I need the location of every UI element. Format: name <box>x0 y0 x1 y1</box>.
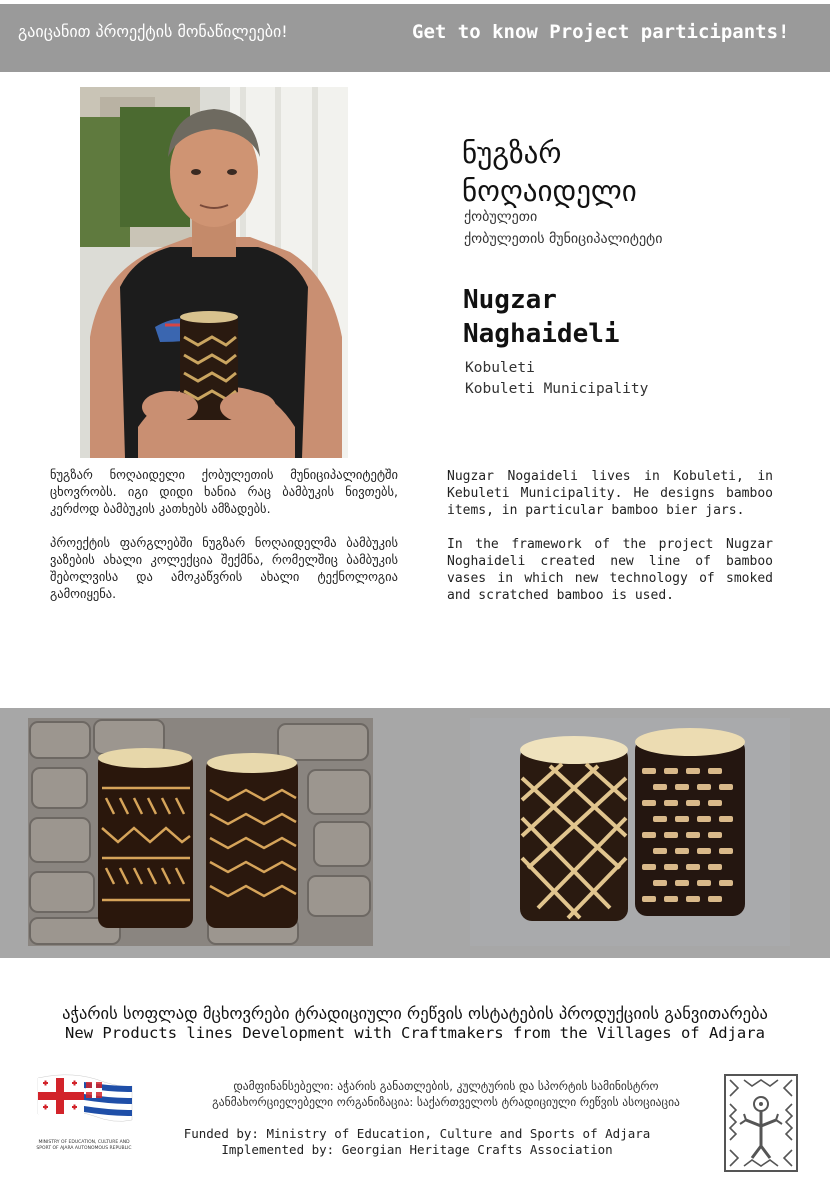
funding-info-english <box>150 1126 684 1158</box>
biography-english <box>447 468 773 621</box>
name-en-line2: Naghaideli <box>463 319 620 349</box>
project-title-english: New Products lines Development with Craftmakers from the Villages of Adjara <box>65 1024 765 1042</box>
participant-location-georgian <box>464 206 794 250</box>
funded-by: Funded by: Ministry of Education, Culture and Sports of Adjara <box>183 1126 651 1141</box>
bamboo-vases-studio-photo <box>470 718 790 946</box>
ministry-logo-caption: MINISTRY OF EDUCATION, CULTURE AND SPORT OF AJARA AUTONOMOUS REPUBLIC <box>36 1140 132 1151</box>
implementer-ka: განმახორციელებელი ორგანიზაცია: საქართველოს ტრადიციული რეწვის ასოციაცია <box>212 1095 680 1109</box>
name-en-line1: Nugzar <box>463 285 557 315</box>
name-ka-line2: ნოღაიდელი <box>462 174 637 208</box>
banner-title-english: Get to know Project participants! <box>412 21 790 43</box>
participant-name-georgian <box>462 134 802 210</box>
location-en-line2: Kobuleti Municipality <box>465 381 649 397</box>
bio-en-paragraph-2: In the framework of the project Nugzar Noghaideli created new line of bamboo vases in which new technology of smoked and scratched bamboo is used. <box>447 537 773 603</box>
participant-name-english <box>463 283 620 351</box>
location-ka-line1: ქობულეთი <box>464 209 538 225</box>
project-title-georgian: აჭარის სოფლად მცხოვრები ტრადიციული რეწვის ოსტატების პროდუქციის განვითარება <box>62 1004 768 1023</box>
location-ka-line2: ქობულეთის მუნიციპალიტეტი <box>464 231 663 247</box>
bio-en-paragraph-1: Nugzar Nogaideli lives in Kobuleti, in Kebuleti Municipality. He designs bamboo items, in particular bamboo bier jars. <box>447 469 773 518</box>
location-en-line1: Kobuleti <box>465 360 535 376</box>
name-ka-line1: ნუგზარ <box>462 136 562 170</box>
bamboo-vases-cobblestone-photo <box>28 718 373 946</box>
heritage-crafts-association-logo <box>724 1074 798 1172</box>
funder-ka: დამფინანსებელი: აჭარის განათლების, კულტურის და სპორტის სამინისტრო <box>233 1079 659 1093</box>
implemented-by: Implemented by: Georgian Heritage Crafts Association <box>221 1142 613 1157</box>
adjara-ministry-logo <box>34 1068 134 1168</box>
participant-portrait-photo <box>80 87 348 458</box>
banner-title-georgian: გაიცანით პროექტის მონაწილეები! <box>18 22 288 41</box>
bio-ka-paragraph-2: პროექტის ფარგლებში ნუგზარ ნოღაიდელმა ბამბუკის ვაზების ახალი კოლექცია შექმნა, რომელშიც ბამბუკის შებოლვისა და ამოკაწვრის ახალი ტექნოლოგია გამოიყენა. <box>50 535 398 601</box>
funding-info-georgian <box>176 1078 716 1110</box>
biography-georgian <box>50 466 398 619</box>
participant-location-english <box>465 358 648 400</box>
bio-ka-paragraph-1: ნუგზარ ნოღაიდელი ქობულეთის მუნიციპალიტეტში ცხოვრობს. იგი დიდი ხანია რაც ბამბუკის ნივთებს, კერძოდ ბამბუკის კათხებს ამზადებს. <box>50 467 398 516</box>
